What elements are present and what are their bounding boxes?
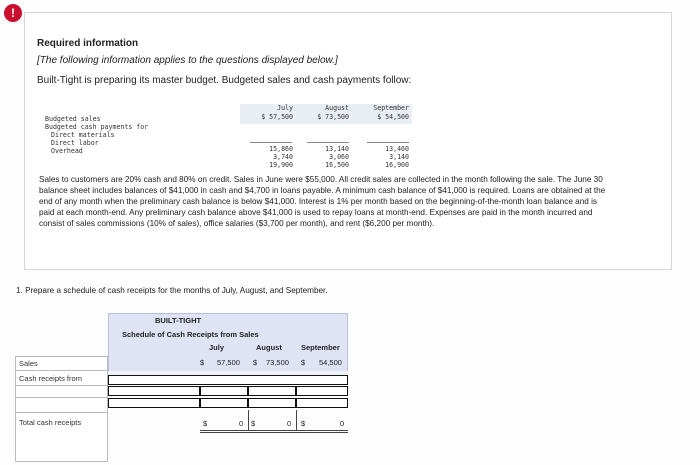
row2-september-input[interactable] bbox=[296, 398, 348, 408]
row1-september-input[interactable] bbox=[296, 386, 348, 396]
budget-row-value: 19,900 bbox=[269, 161, 293, 169]
budget-sales-september: $ 54,500 bbox=[377, 113, 409, 121]
budget-row-value: 3,140 bbox=[389, 153, 409, 161]
total-currency: $ bbox=[301, 419, 306, 428]
total-currency: $ bbox=[251, 419, 256, 428]
sales-july: 57,500 bbox=[217, 358, 240, 367]
budget-row-value: 3,060 bbox=[329, 153, 349, 161]
budget-sales-august: $ 73,500 bbox=[317, 113, 349, 121]
column-august: August bbox=[256, 343, 282, 352]
total-currency: $ bbox=[203, 419, 208, 428]
budget-row-label: Direct materials bbox=[51, 131, 115, 139]
row2-august-input[interactable] bbox=[248, 398, 296, 408]
row-divider bbox=[15, 385, 108, 386]
budget-row-value: 3,740 bbox=[273, 153, 293, 161]
row1-august-input[interactable] bbox=[248, 386, 296, 396]
sales-currency: $ bbox=[301, 358, 306, 367]
total-july: 0 bbox=[239, 419, 244, 428]
budget-divider bbox=[250, 142, 292, 143]
budget-row-value: 15,860 bbox=[269, 145, 293, 153]
column-separator bbox=[296, 414, 297, 430]
column-separator bbox=[248, 414, 249, 430]
sales-september: 54,500 bbox=[319, 358, 342, 367]
receipts-label-input[interactable] bbox=[108, 375, 348, 385]
row1-july-input[interactable] bbox=[200, 386, 248, 396]
budget-payments-label: Budgeted cash payments for bbox=[45, 123, 149, 131]
budget-row-label: Overhead bbox=[51, 147, 83, 155]
required-information-panel bbox=[24, 12, 672, 270]
schedule-title: Schedule of Cash Receipts from Sales bbox=[122, 330, 259, 339]
required-note: [The following information applies to the questions displayed below.] bbox=[37, 55, 338, 66]
total-row-label: Total cash receipts bbox=[19, 418, 82, 427]
total-underline bbox=[200, 430, 348, 431]
row1-label-input[interactable] bbox=[108, 386, 200, 396]
row2-july-input[interactable] bbox=[200, 398, 248, 408]
budget-row-value: 13,140 bbox=[325, 145, 349, 153]
company-name: BUILT-TIGHT bbox=[155, 316, 202, 325]
budget-month-august: August bbox=[325, 104, 349, 112]
sales-row-label: Sales bbox=[19, 359, 38, 368]
receipts-row-label: Cash receipts from bbox=[19, 374, 82, 383]
question-1: 1. Prepare a schedule of cash receipts for the months of July, August, and September. bbox=[16, 286, 328, 295]
budget-row-value: 16,500 bbox=[325, 161, 349, 169]
sales-august: 73,500 bbox=[266, 358, 289, 367]
budget-divider bbox=[367, 142, 409, 143]
sales-currency: $ bbox=[253, 358, 258, 367]
total-september: 0 bbox=[340, 419, 345, 428]
budget-month-july: July bbox=[277, 104, 293, 112]
row-divider bbox=[15, 397, 108, 398]
required-title: Required information bbox=[37, 38, 139, 49]
row-divider bbox=[15, 412, 108, 413]
budget-sales-label: Budgeted sales bbox=[45, 115, 101, 123]
budget-month-september: September bbox=[373, 104, 409, 112]
budget-divider bbox=[307, 142, 349, 143]
budget-row-value: 16,900 bbox=[385, 161, 409, 169]
column-july: July bbox=[209, 343, 225, 352]
required-intro: Built-Tight is preparing its master budget. Budgeted sales and cash payments follow: bbox=[37, 75, 412, 86]
row2-label-input[interactable] bbox=[108, 398, 200, 408]
budget-row-label: Direct labor bbox=[51, 139, 99, 147]
narrative-text: Sales to customers are 20% cash and 80% on credit. Sales in June were $55,000. All credit sales are collected in the month following the sale. The June 30 balance sheet includes balances of $41,000 in cash and $4,700 in loans payable. A minimum cash balance of $41,000 is required. Loans are obtained at the end of any month when the preliminary cash balance is below $41,000. Interest is 1% per month based on the beginning-of-the-month loan balance and is paid at each month-end. Any preliminary cash balance above $41,000 is used to repay loans at month-end. Expenses are paid in the month incurred and consist of sales commissions (10% of sales), office salaries ($3,700 per month), and rent ($6,200 per month). bbox=[39, 175, 606, 228]
column-september: September bbox=[301, 343, 340, 352]
budget-sales-july: $ 57,500 bbox=[261, 113, 293, 121]
sales-currency: $ bbox=[200, 358, 205, 367]
total-august: 0 bbox=[287, 419, 292, 428]
schedule-label-column bbox=[15, 356, 108, 462]
total-double-underline bbox=[200, 432, 348, 433]
row-divider bbox=[15, 370, 108, 371]
alert-icon: ! bbox=[4, 4, 22, 22]
budget-row-value: 13,460 bbox=[385, 145, 409, 153]
